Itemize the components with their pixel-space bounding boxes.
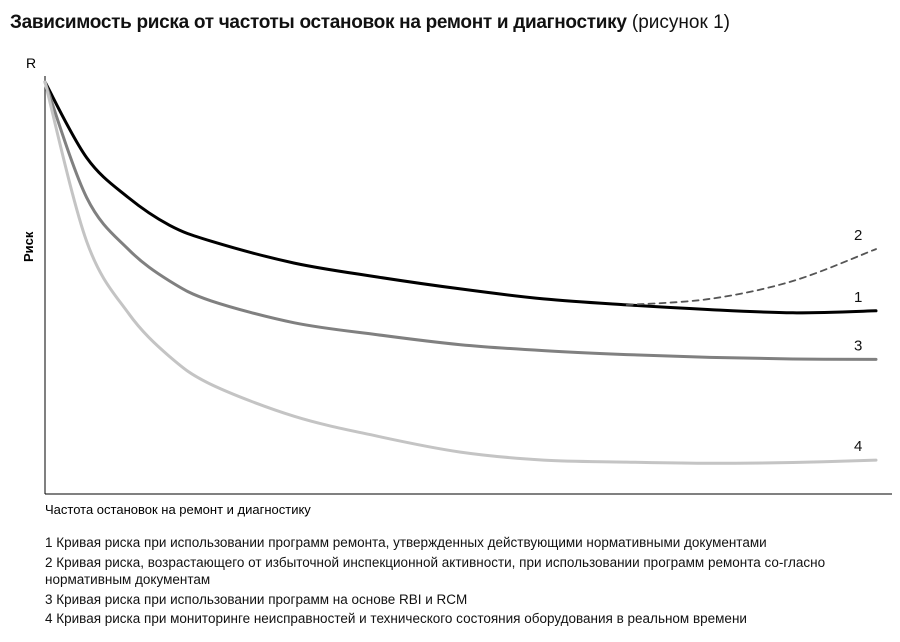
legend-item-4: 4 Кривая риска при мониторинге неисправностей и технического состояния оборудования в реальном времени (45, 611, 747, 626)
series-3-line (45, 82, 876, 359)
series-1-label: 1 (854, 288, 863, 306)
legend-item-1: 1 Кривая риска при использовании программ ремонта, утвержденных действующими нормативными документами (45, 535, 767, 550)
legend (45, 534, 895, 630)
chart-title-note: (рисунок 1) (631, 12, 730, 33)
series-3-label: 3 (854, 337, 863, 355)
series-1-line (45, 82, 876, 313)
series-2-line (627, 249, 876, 305)
chart-title-main: Зависимость риска от частоты остановок на ремонт и диагностику (10, 12, 627, 33)
series-2-label: 2 (854, 227, 863, 245)
y-axis-letter: R (26, 55, 37, 71)
legend-item-3: 3 Кривая риска при использовании программ на основе RBI и RCM (45, 591, 468, 607)
legend-item-2: 2 Кривая риска, возрастающего от избыточной инспекционной активности, при использовании программ ремонта со-гласно нормативным документам (45, 554, 826, 587)
series-4-label: 4 (854, 438, 863, 456)
x-axis-label: Частота остановок на ремонт и диагностику (45, 502, 311, 517)
y-axis-label: Риск (21, 231, 36, 262)
series-layer (45, 82, 876, 463)
series-4-line (45, 82, 876, 463)
